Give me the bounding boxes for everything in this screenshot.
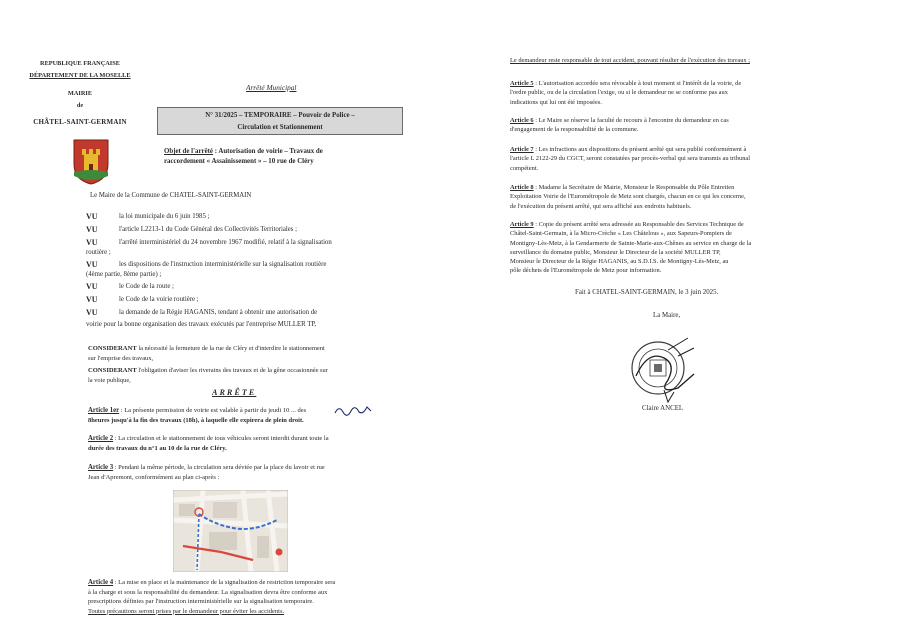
object-text-1: : Autorisation de voirie – Travaux de [212,148,323,155]
vu-text: la demande de la Régie HAGANIS, tendant à obtenir une autorisation de [119,309,318,316]
handwritten-date-annotation [333,403,373,417]
article-text: à la charge et sous la responsabilité du demandeur. La signalisation devra être conforme aux [88,588,328,596]
article-key: Article 1er [88,407,120,414]
vu-label: VU [86,282,98,291]
considerant-key: CONSIDERANT [88,345,137,352]
considerant-1 [88,344,406,364]
considerant-text: la nécessité la fermeture de la rue de Cléry et d'interdire le stationnement [136,345,325,352]
vu-label: VU [86,260,98,269]
vu-text: l'article L2213-1 du Code Général des Collectivités Territoriales ; [119,226,298,233]
considerant-cont: sur l'emprise des travaux, [88,355,154,362]
vu-text: les dispositions de l'instruction interministérielle sur la signalisation routière [119,261,327,268]
article-key: Article 2 [88,435,114,442]
arrete-type-label: Arrêté Municipal [246,83,297,92]
article-4 [88,578,406,616]
article-key: Article 9 [510,221,534,228]
article-text: : L'autorisation accordée sera révocable à tout moment si l'intérêt de la voirie, de [533,80,742,87]
article-text: Exploitation Voirie de l'Eurométropole de Metz sont chargés, chacun en ce qui les concerne, [510,193,746,201]
vu-label: VU [86,295,98,304]
arrete-title-box [157,107,403,135]
department-label: DÉPARTEMENT DE LA MOSELLE [29,72,131,79]
republic-label: REPUBLIQUE FRANÇAISE [40,60,120,67]
signatory-name: Claire ANCEL [642,405,684,412]
article-3 [88,463,406,482]
article-text: d'engagement de la responsabilité de la commune. [510,126,639,134]
article-key: Article 8 [510,184,534,191]
article-text: 8heures jusqu'à la fin des travaux (18h), à laquelle elle expirera de plein droit. [88,416,304,424]
article-key: Article 4 [88,579,114,586]
place-date-line: Fait à CHATEL-SAINT-GERMAIN, le 3 juin 2025. [575,289,719,296]
vu-text: (4ème partie, 8ème partie) ; [86,271,162,278]
detour-map-image [173,490,288,572]
considerant-text: l'obligation d'aviser les riverains des travaux et de la gêne occasionnée sur [136,367,328,374]
article-text: de l'exécution du présent arrêté, qui sera affiché aux endroits habituels. [510,202,692,210]
article-text: Toutes précautions seront prises par le demandeur pour éviter les accidents. [88,607,285,615]
intro-line: Le Maire de la Commune de CHATEL-SAINT-GERMAIN [90,192,252,199]
article-text: l'ordre public, ou de la circulation l'exige, ou si le demandeur ne se conforme pas aux [510,89,728,97]
de-label: de [76,102,84,109]
article-text: pôle déchets de l'Eurométropole de Metz pour information. [510,267,662,275]
town-name: CHÂTEL-SAINT-GERMAIN [33,118,127,126]
article-text: Montigny-Lès-Metz, à la Gendarmerie de Sainte-Marie-aux-Chênes au service en charge de la [510,239,752,247]
vu-text: le Code de la route ; [119,283,174,290]
administrative-header [20,58,140,128]
article-key: Article 7 [510,146,534,153]
considerant-key: CONSIDERANT [88,367,137,374]
article-text: : La présente permission de voirie est valable à partir du jeudi 10 ... des [119,407,307,414]
vu-text: routière ; [86,249,111,256]
considerant-cont: la voie publique, [88,377,131,384]
article-text: Châtel-Saint-Germain, à la Micro-Crèche « Les Châtelous », aux Sapeurs-Pompiers de [510,230,732,238]
article-text: indications qui lui ont été imposées. [510,98,602,106]
article-5 [510,79,820,107]
article-text: : Madame la Secrétaire de Mairie, Monsieur le Responsable du Pôle Entretien [533,184,735,191]
mairie-label: MAIRIE [67,90,93,97]
article-text: Monsieur le Directeur de la Régie HAGANIS, au S.D.I.S. de Montigny-Lès-Metz, au [510,258,729,266]
article-9 [510,220,820,276]
article-key: Article 5 [510,80,534,87]
article-text: : Le Maire se réserve la faculté de recours à l'encontre du demandeur en cas [533,117,729,124]
article-key: Article 6 [510,117,534,124]
article-text: : Pendant la même période, la circulation sera déviée par la place du lavoir et rue [113,464,325,471]
article-text: Jean d'Apremont, conformément au plan ci-après : [88,473,220,481]
article-6 [510,116,820,135]
article-text: : Copie du présent arrêté sera adressée au Responsable des Services Technique de [533,221,744,228]
vu-label: VU [86,308,98,317]
considerant-2 [88,366,406,386]
article-2 [88,434,406,453]
object-label: Objet de l'arrêté [164,148,213,155]
right-column [455,0,900,639]
article-text: l'article L 2122-29 du CGCT, seront constatées par procès-verbal qui sera transmis au tribunal [510,155,751,163]
signatory-role: La Maire, [653,312,681,319]
coat-of-arms-icon [72,138,110,186]
official-stamp-and-signature [628,330,698,408]
article-8 [510,183,820,211]
title-line-2: Circulation et Stationnement [237,124,323,131]
vu-text: la loi municipale du 6 juin 1985 ; [119,213,210,220]
vu-label: VU [86,225,98,234]
article-text: surveillance du domaine public, Monsieur le Directeur de la société MULLER TP, [510,248,721,256]
article-text: : La circulation et le stationnement de tous véhicules seront interdit durant toute la [113,435,329,442]
article-7 [510,145,820,173]
article-text: : La mise en place et la maintenance de la signalisation de restriction temporaire sera [113,579,336,586]
vu-text: l'arrêté interministériel du 24 novembre 1967 modifié, relatif à la signalisation [119,239,332,246]
arrete-heading: ARRÊTE [212,388,257,397]
vu-label: VU [86,212,98,221]
object-statement [164,147,394,167]
title-line-1: N° 31/2025 – TEMPORAIRE – Pouvoir de Police – [205,112,355,119]
vu-label: VU [86,238,98,247]
article-text: durée des travaux du n°1 au 10 de la rue de Cléry. [88,444,227,452]
responsibility-note: Le demandeur reste responsable de tout accident, pouvant résulter de l'exécution des travaux ; [510,57,750,64]
article-text: prescriptions définies par l'instruction interministérielle sur la signalisation temporaire. [88,598,314,605]
article-text: compétent. [510,164,539,172]
vu-text: le Code de la voirie routière ; [119,296,199,303]
article-key: Article 3 [88,464,114,471]
object-text-2: raccordement « Assainissement » – 10 rue de Cléry [164,158,314,165]
vu-text: voirie pour la bonne organisation des travaux exécutés par l'entreprise MULLER TP, [86,321,317,328]
article-text: : Les infractions aux dispositions du présent arrêté qui sera publié conformément à [533,146,747,153]
